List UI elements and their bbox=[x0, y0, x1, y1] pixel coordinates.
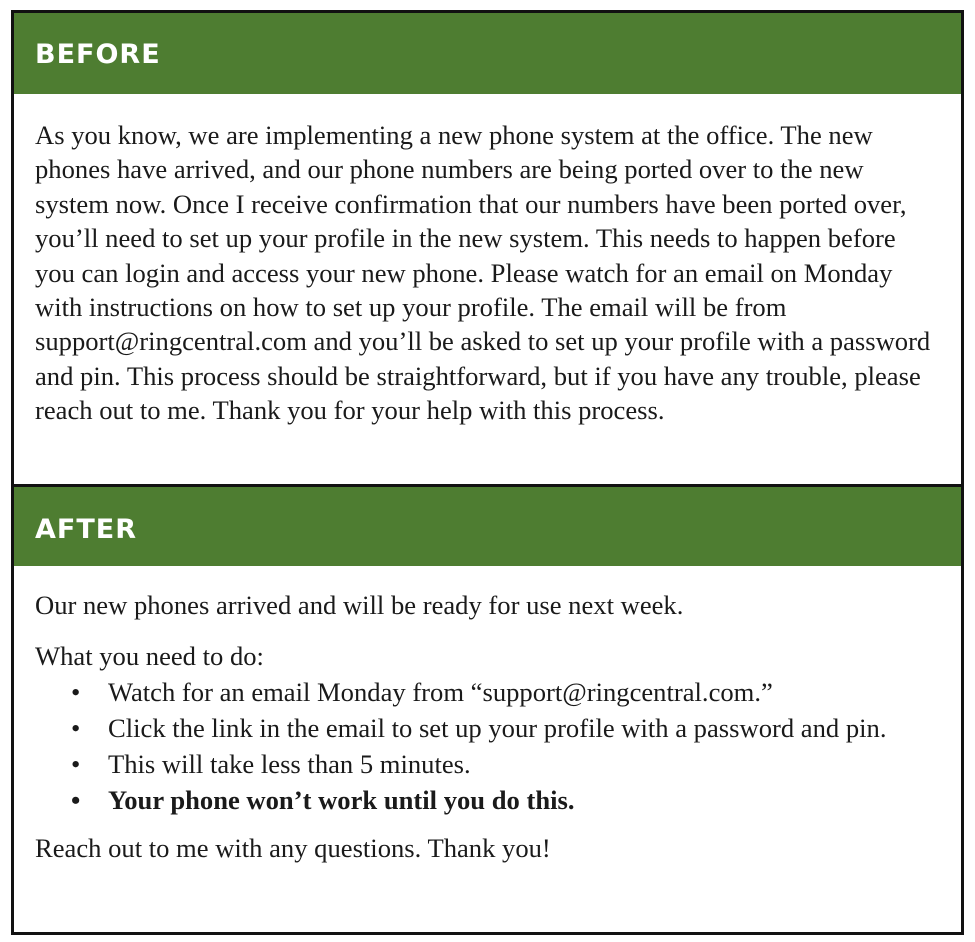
after-header bbox=[14, 487, 961, 566]
todo-list bbox=[35, 674, 941, 818]
todo-item-text: Watch for an email Monday from “support@ringcentral.com.” bbox=[108, 677, 773, 707]
todo-item bbox=[71, 710, 941, 746]
bullet-icon: • bbox=[71, 713, 81, 743]
bullet-icon: • bbox=[71, 785, 81, 815]
before-body bbox=[14, 94, 961, 484]
after-header-label: AFTER bbox=[35, 514, 137, 545]
before-header bbox=[14, 13, 961, 94]
todo-item-text: Your phone won’t work until you do this. bbox=[108, 785, 575, 815]
after-closing: Reach out to me with any questions. Thank you! bbox=[35, 833, 551, 863]
todo-item-text: This will take less than 5 minutes. bbox=[108, 749, 471, 779]
bullet-icon: • bbox=[71, 677, 81, 707]
after-intro: Our new phones arrived and will be ready for use next week. bbox=[35, 590, 684, 620]
bullet-icon: • bbox=[71, 749, 81, 779]
document-frame bbox=[11, 10, 964, 935]
before-header-label: BEFORE bbox=[35, 39, 161, 70]
todo-heading: What you need to do: bbox=[35, 641, 264, 671]
todo-item-warning bbox=[71, 782, 941, 818]
after-body bbox=[14, 566, 961, 866]
todo-item bbox=[71, 674, 941, 710]
before-paragraph: As you know, we are implementing a new phone system at the office. The new phones have arrived, and our phone numbers are being ported over to the new system now. Once I receive confirmation that our numbers have been ported over, you’ll need to set up your profile in the new system. This needs to happen before you can login and access your new phone. Please watch for an email on Monday with instructions on how to set up your profile. The email will be from support@ringcentral.com and you’ll be asked to set up your profile with a password and pin. This process should be straightforward, but if you have any trouble, please reach out to me. Thank you for your help with this process. bbox=[35, 120, 931, 426]
todo-item bbox=[71, 746, 941, 782]
todo-item-text: Click the link in the email to set up your profile with a password and pin. bbox=[108, 713, 887, 743]
